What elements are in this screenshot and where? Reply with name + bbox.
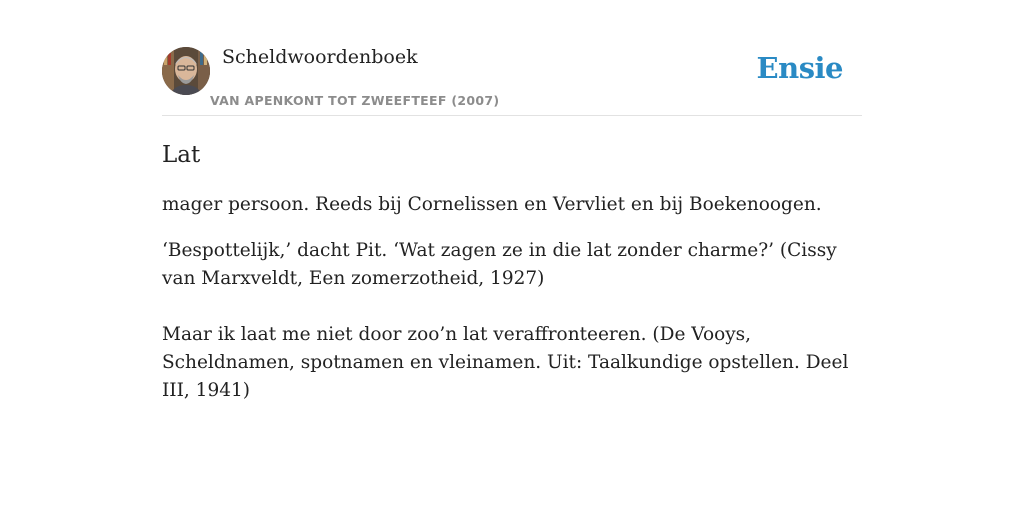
- entry-quote-1: ‘Bespottelijk,’ dacht Pit. ‘Wat zagen ze in die lat zonder charme?’ (Cissy van Marxveldt, Een zomerzotheid, 1927): [162, 240, 837, 289]
- source-subtitle: VAN APENKONT TOT ZWEEFTEEF (2007): [210, 93, 500, 108]
- author-avatar[interactable]: [162, 47, 210, 95]
- entry-card: [162, 46, 862, 405]
- avatar-portrait-icon: [162, 47, 210, 95]
- source-title-link[interactable]: Scheldwoordenboek: [222, 46, 418, 68]
- entry-definition: mager persoon. Reeds bij Cornelissen en Vervliet en bij Boekenoogen.: [162, 194, 822, 215]
- entry-term: Lat: [162, 142, 201, 168]
- ensie-logo-link[interactable]: Ensie: [756, 51, 843, 85]
- entry-quote-2: Maar ik laat me niet door zoo’n lat veraffronteeren. (De Vooys, Scheldnamen, spotnamen en vleinamen. Uit: Taalkundige opstellen. Deel III, 1941): [162, 324, 849, 401]
- entry-header: [162, 46, 862, 116]
